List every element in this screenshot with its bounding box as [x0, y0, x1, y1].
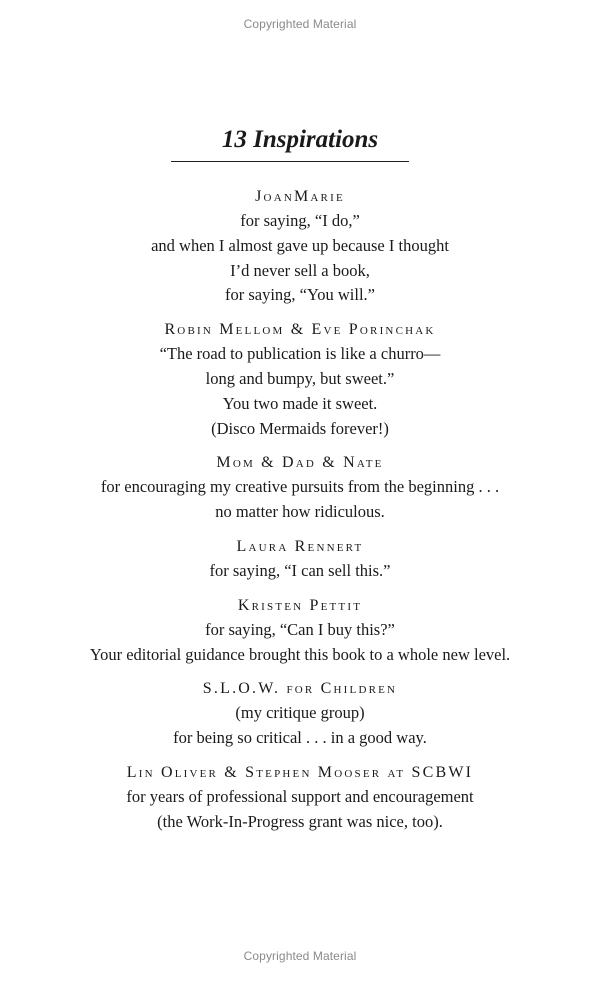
- entry-line: (the Work-In-Progress grant was nice, too).: [157, 811, 443, 831]
- entry-line: You two made it sweet.: [222, 393, 378, 413]
- dedication-list: [0, 184, 600, 844]
- dedication-entry: [0, 184, 600, 308]
- entry-line: and when I almost gave up because I thought: [151, 235, 449, 255]
- entry-line: for saying, “Can I buy this?”: [205, 619, 395, 639]
- entry-line: Your editorial guidance brought this book to a whole new level.: [89, 644, 511, 664]
- dedication-entry: [0, 534, 600, 584]
- entry-line: I’d never sell a book,: [230, 260, 370, 280]
- entry-name: Robin Mellom & Eve Porinchak: [164, 321, 436, 339]
- entry-line: for being so critical . . . in a good way.: [173, 728, 427, 748]
- entry-name: Lin Oliver & Stephen Mooser at SCBWI: [126, 763, 474, 781]
- dedication-entry: [0, 593, 600, 668]
- entry-line: for encouraging my creative pursuits from the beginning . . .: [100, 477, 500, 497]
- title-underline: [171, 161, 409, 162]
- dedication-entry: [0, 450, 600, 525]
- entry-line: for saying, “You will.”: [224, 285, 376, 305]
- entry-line: long and bumpy, but sweet.”: [205, 368, 395, 388]
- entry-line: for years of professional support and encouragement: [126, 786, 474, 806]
- entry-name: Laura Rennert: [236, 537, 364, 555]
- entry-line: no matter how ridiculous.: [215, 502, 385, 522]
- entry-line: for saying, “I can sell this.”: [209, 560, 391, 580]
- entry-name: Mom & Dad & Nate: [216, 454, 384, 472]
- dedication-entry: [0, 760, 600, 835]
- dedication-entry: [0, 317, 600, 441]
- dedication-entry: [0, 676, 600, 751]
- entry-line: (Disco Mermaids forever!): [211, 418, 389, 438]
- entry-line: (my critique group): [235, 703, 365, 723]
- copyright-watermark-bottom: Copyrighted Material: [243, 949, 357, 963]
- entry-name: Kristen Pettit: [237, 596, 363, 614]
- entry-name: S.L.O.W. for Children: [202, 680, 398, 698]
- entry-line: for saying, “I do,”: [240, 211, 360, 230]
- page-title: 13 Inspirations: [221, 126, 379, 153]
- copyright-watermark-top: Copyrighted Material: [243, 17, 357, 31]
- entry-line: “The road to publication is like a churro—: [159, 344, 441, 364]
- entry-name: JoanMarie: [255, 188, 345, 205]
